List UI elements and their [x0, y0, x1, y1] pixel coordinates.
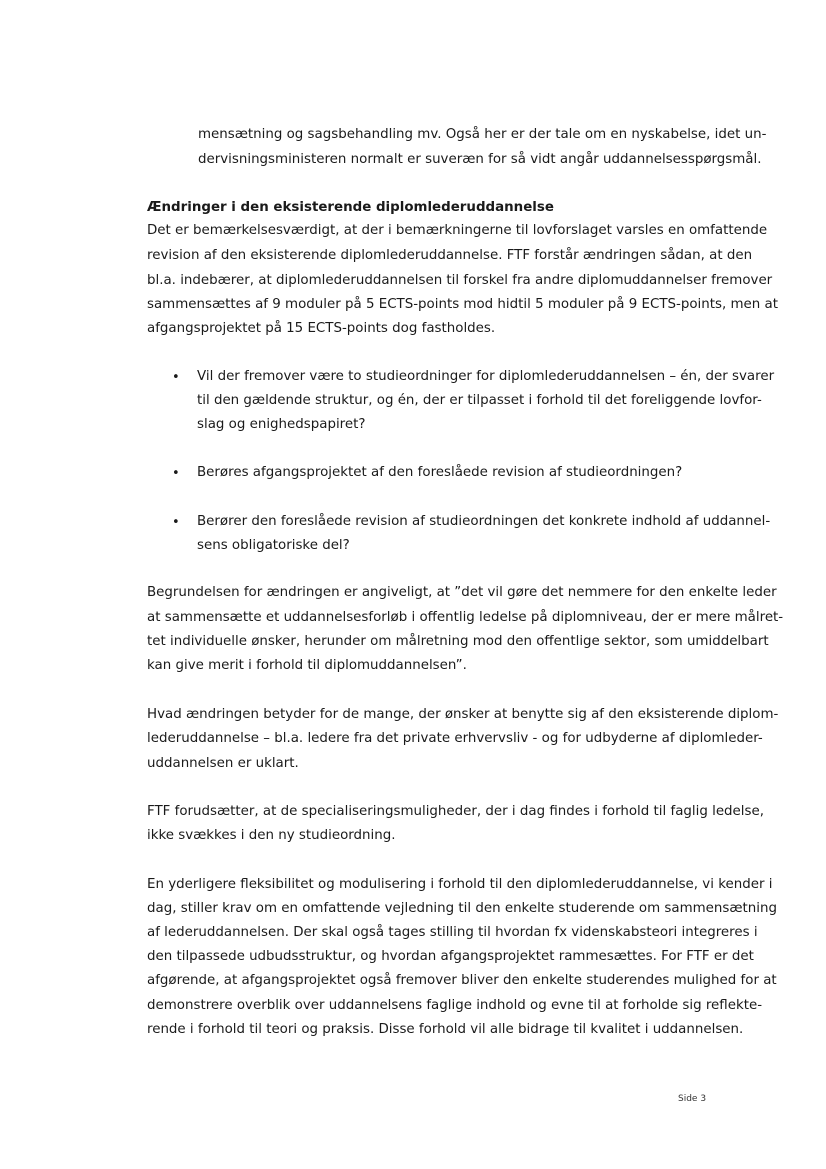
paragraph-line: FTF forudsætter, at de specialiseringsmuligheder, der i dag findes i forhold til faglig ledelse, [147, 804, 764, 819]
section-line: Det er bemærkelsesværdigt, at der i bemærkningerne til lovforslaget varsles en omfattende [147, 223, 768, 238]
bullet-line: sens obligatoriske del? [197, 538, 350, 553]
bullet-icon: • [172, 466, 180, 481]
paragraph-line: den tilpassede udbudsstruktur, og hvordan afgangsprojektet rammesættes. For FTF er det [147, 949, 754, 964]
paragraph-line: tet individuelle ønsker, herunder om målretning mod den offentlige sektor, som umiddelbart [147, 634, 769, 649]
bullet-line: slag og enighedspapiret? [197, 417, 366, 432]
paragraph-line: lederuddannelse – bl.a. ledere fra det private erhvervsliv - og for udbyderne af diplomleder- [147, 731, 763, 746]
paragraph-line: En yderligere fleksibilitet og modulisering i forhold til den diplomlederuddannelse, vi kender i [147, 877, 773, 892]
section-line: bl.a. indebærer, at diplomlederuddannelsen til forskel fra andre diplomuddannelser fremover [147, 273, 773, 288]
paragraph-line: rende i forhold til teori og praksis. Disse forhold vil alle bidrage til kvalitet i uddannelsen. [147, 1022, 744, 1037]
paragraph-line: Hvad ændringen betyder for de mange, der ønsker at benytte sig af den eksisterende diplom- [147, 707, 779, 722]
paragraph-line: dag, stiller krav om en omfattende vejledning til den enkelte studerende om sammensætning [147, 901, 777, 916]
section-line: revision af den eksisterende diplomlederuddannelse. FTF forstår ændringen sådan, at den [147, 248, 753, 263]
bullet-line: til den gældende struktur, og én, der er tilpasset i forhold til det foreliggende lovfor- [197, 393, 762, 408]
bullet-line: Berøres afgangsprojektet af den foreslåede revision af studieordningen? [197, 465, 683, 480]
paragraph-line: uddannelsen er uklart. [147, 756, 299, 771]
bullet-icon: • [172, 370, 180, 385]
section-line: sammensættes af 9 moduler på 5 ECTS-points mod hidtil 5 moduler på 9 ECTS-points, men at [147, 297, 778, 312]
section-heading: Ændringer i den eksisterende diplomlederuddannelse [147, 200, 554, 215]
paragraph-line: demonstrere overblik over uddannelsens faglige indhold og evne til at forholde sig reflekte- [147, 998, 763, 1013]
page-number: Side 3 [678, 1094, 707, 1104]
intro-line: mensætning og sagsbehandling mv. Også her er der tale om en nyskabelse, idet un- [198, 127, 767, 142]
paragraph-line: Begrundelsen for ændringen er angiveligt, at ”det vil gøre det nemmere for den enkelte leder [147, 585, 777, 600]
intro-line: dervisningsministeren normalt er suveræn for så vidt angår uddannelsesspørgsmål. [198, 152, 762, 167]
paragraph-line: afgørende, at afgangsprojektet også fremover bliver den enkelte studerendes mulighed for at [147, 973, 777, 988]
bullet-line: Vil der fremover være to studieordninger for diplomlederuddannelsen – én, der svarer [197, 369, 775, 384]
paragraph-line: ikke svækkes i den ny studieordning. [147, 828, 396, 843]
paragraph-line: af lederuddannelsen. Der skal også tages stilling til hvordan fx videnskabsteori integreres i [147, 925, 758, 940]
paragraph-line: kan give merit i forhold til diplomuddannelsen”. [147, 658, 467, 673]
paragraph-line: at sammensætte et uddannelsesforløb i offentlig ledelse på diplomniveau, der er mere målret- [147, 610, 784, 625]
bullet-icon: • [172, 515, 180, 530]
bullet-line: Berører den foreslåede revision af studieordningen det konkrete indhold af uddannel- [197, 514, 771, 529]
section-line: afgangsprojektet på 15 ECTS-points dog fastholdes. [147, 321, 496, 336]
